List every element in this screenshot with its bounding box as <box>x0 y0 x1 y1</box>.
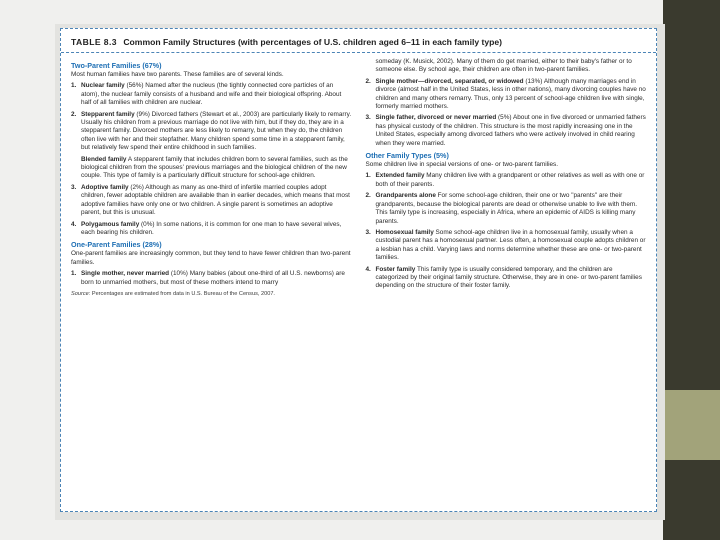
two-parent-intro: Most human families have two parents. These families are of several kinds. <box>71 71 284 78</box>
item-text: (5%) About one in five divorced or unmarried fathers has physical custody of the children. This structure is the most rapidly increasing one in the United States, especially among divorced fathers who were actively involved in child rearing when they were married. <box>375 114 646 147</box>
item-number: 1. <box>71 82 77 90</box>
item-number: 3. <box>71 183 77 191</box>
item-text: (10%) Many babies (about one-third of all U.S. newborns) are born to unmarried mothers, but most of these mothers intend to marry <box>81 270 345 286</box>
item-term: Stepparent family <box>81 110 135 118</box>
blended-text: A stepparent family that includes children born to several families, such as the biological children from the spouses' previous marriages and the biological children of the new couple. This type of family is a particularly difficult structure for school-age children. <box>81 155 348 180</box>
item-number: 4. <box>365 265 371 273</box>
item-term: Nuclear family <box>81 82 125 90</box>
item-term: Single mother—divorced, separated, or widowed <box>375 77 524 85</box>
item-term: Homosexual family <box>375 228 434 236</box>
right-column <box>366 58 647 297</box>
item-text: (0%) In some nations, it is common for one man to have several wives, each bearing his children. <box>81 220 342 236</box>
item-term: Extended family <box>375 172 425 180</box>
item-number: 2. <box>365 192 371 200</box>
item-term: Single mother, never married <box>81 270 170 278</box>
item-number: 2. <box>365 77 371 85</box>
item-number: 2. <box>71 110 77 118</box>
item-body <box>81 111 352 153</box>
item-text: (13%) Although many marriages end in divorce (almost half in the United States, less in other nations), many divorcing couples have no children and many others remarry. Thus, only 13 percent of school-age children live with single, formerly married mothers. <box>375 77 646 111</box>
two-parent-heading: Two-Parent Families (67%) <box>71 61 162 70</box>
item-body <box>81 82 352 107</box>
item-number: 1. <box>71 270 77 278</box>
other-types-heading: Other Family Types (5%) <box>365 151 449 161</box>
item-term: Foster family <box>375 265 416 273</box>
list-item <box>366 266 647 291</box>
item-term: Polygamous family <box>81 220 140 228</box>
table-box <box>60 28 657 512</box>
sidebar-accent-stripe <box>663 390 720 460</box>
item-text: (2%) Although as many as one-third of infertile married couples adopt children, fewer adoptable children are available than in earlier decades, which means that most adoptive families have only one or two children. A single parent is sometimes an adoptive parent, but this is unusual. <box>81 183 350 217</box>
list-item <box>366 114 647 148</box>
item-text: (9%) Divorced fathers (Stewart et al., 2003) are particularly likely to remarry. Usually his children from a previous marriage do not live with him, but if they do, they are in a stepparent family. Divorced mothers are less likely to remarry, but when they do, the children often live with her and their stepfather. Many children spend some time in a stepparent family, but relatively few spend their entire childhood in such families. <box>81 110 352 152</box>
item-text: For some school-age children, their one or two "parents" are their grandparents, because the biological parents are dead or otherwise unable to live with them. This family type is increasing, especially in Africa, where an epidemic of AIDS is killing many parents. <box>375 192 637 225</box>
list-item <box>366 172 647 189</box>
table-title <box>61 37 656 53</box>
item-term: Single father, divorced or never married <box>375 114 497 122</box>
list-item <box>366 192 647 226</box>
one-parent-intro: One-parent families are increasingly common, but they tend to have fewer children than two-parent families. <box>71 250 351 266</box>
list-item <box>366 78 647 112</box>
other-types-intro: Some children live in special versions of one- or two-parent families. <box>365 161 559 169</box>
list-item <box>71 184 352 218</box>
continued-text: someday (K. Musick, 2002). Many of them do get married, either to their baby's father or to someone else. By school age, their children are often in two-parent families. <box>375 58 632 74</box>
one-parent-heading: One-Parent Families (28%) <box>71 240 162 250</box>
item-body <box>376 78 647 112</box>
item-text: Many children live with a grandparent or other relatives as well as with one or both of their parents. <box>375 172 645 188</box>
source-label: Source: <box>71 290 91 297</box>
item-text: (56%) Named after the nucleus (the tightly connected core particles of an atom), the nuclear family consists of a husband and wife and their biological offspring. About half of all families with children are nuclear. <box>81 82 342 107</box>
item-text: This family type is usually considered temporary, and the children are categorized by their original family structure. Otherwise, they are in one- or two-parent families depending on the structure of their foster family. <box>375 265 642 290</box>
table-label: TABLE 8.3 <box>71 37 117 47</box>
item-body <box>81 221 352 238</box>
item-number: 3. <box>365 228 371 236</box>
item-term: Grandparents alone <box>375 192 436 200</box>
item-body <box>376 114 647 148</box>
item-text: Some school-age children live in a homosexual family, usually when a custodial parent has a homosexual partner. Less often, a homosexual couple adopts children or a lesbian has a child. Varying laws and norms determine whether these are one- or two-parent families. <box>375 228 646 262</box>
list-item <box>71 111 352 153</box>
list-item <box>71 221 352 238</box>
item-number: 1. <box>365 172 371 180</box>
table-title-text: Common Family Structures (with percentages of U.S. children aged 6–11 in each family type) <box>123 37 503 47</box>
item-body <box>81 184 352 218</box>
item-body <box>81 270 352 287</box>
list-item <box>71 82 352 107</box>
source-note <box>71 291 352 297</box>
item-body <box>376 229 647 263</box>
list-item <box>366 229 647 263</box>
source-text: Percentages are estimated from data in U.S. Bureau of the Census, 2007. <box>90 290 275 297</box>
item-body <box>376 192 647 226</box>
item-number: 4. <box>71 220 77 228</box>
blended-family-note <box>71 156 352 181</box>
columns <box>71 58 646 297</box>
left-column <box>71 58 352 297</box>
item-body <box>376 172 647 189</box>
item-body <box>376 266 647 291</box>
list-item <box>71 270 352 287</box>
item-term: Adoptive family <box>81 183 129 191</box>
item-number: 3. <box>365 114 371 122</box>
blended-term: Blended family <box>81 155 127 163</box>
